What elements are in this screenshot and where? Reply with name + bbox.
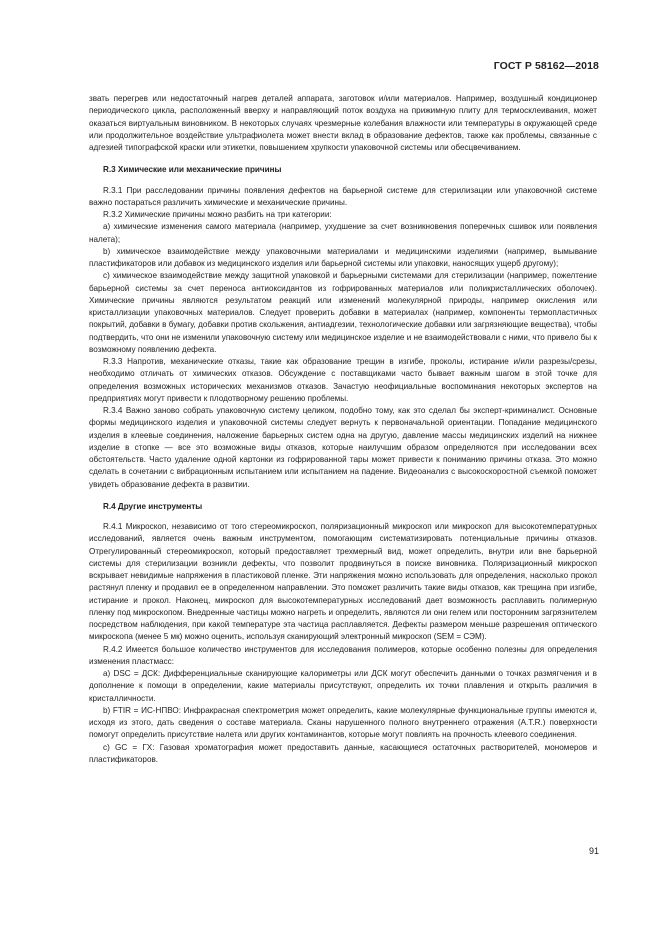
paragraph-r3-4: R.3.4 Важно заново собрать упаковочную систему целиком, подобно тому, как это сделал бы эксперт-криминалист. Основные формы медицинского изделия и упаковочной системы следует вернуть к первоначальной ориентации. Попадание медицинского изделия в клеевые соединения, наложение барьерных систем одна на другую, давление массы медицинских изделий на нижнее изделие в стопке — все это возможные виды отказов, которые наилучшим образом определяются при исследовании всех обстоятельств. Часто удаление одной картонки из гофрированной тары может привести к пониманию причины отказа. Это можно сделать в сочетании с вибрационным испытанием или испытанием на падение. Видеоанализ с высокоскоростной съемкой поможет увидеть образование дефекта в развитии. (89, 406, 597, 489)
paragraph-r3-3: R.3.3 Напротив, механические отказы, такие как образование трещин в изгибе, проколы, истирание и/или разрезы/срезы, необходимо отличать от химических отказов. Обсуждение с поставщиками часто бывает важным шагом в этой точке для определения возможных исторических механизмов отказов. Зачастую неофициальные воспоминания некоторых экспертов на предприятиях могут привести к плодотворному решению проблемы. (89, 357, 597, 403)
paragraph-r4-1: R.4.1 Микроскоп, независимо от того стереомикроскоп, поляризационный микроскоп или микроскоп для высокотемпературных исследований, является очень важным инструментом, помогающим систематизировать потенциальные причины отказов. Отрегулированный стереомикроскоп, который предоставляет трехмерный вид, может определить, внутри или вне барьерной системы для стерилизации возникли дефекты, что позволит продвинуться в поиске виновника. Поляризационный микроскоп вскрывает невидимые напряжения в пластиковой пленке. Эти напряжения можно использовать для определения, насколько прокол растянул пленку и продавил ее в определенном направлении. Это поможет различить такие виды отказов, как трещина при изгибе, истирание и прокол. Наконец, микроскоп для высокотемпературных исследований дает возможность расплавить полимерную пленку под микроскопом. Внедренные частицы можно нагреть и определить, являются ли они гелем или посторонним загрязнителем посредством наблюдения, при какой температуре эта частица расплавляется. Дефекты размером меньше разрешения оптического микроскопа (менее 5 мк) можно оценить, используя сканирующий электронный микроскоп (SEM = СЭМ). (89, 522, 597, 642)
list-item-r4-2-c: c) GC = ГХ: Газовая хроматография может предоставить данные, касающиеся остаточных растворителей, мономеров и пластификаторов. (89, 742, 597, 764)
list-item-r3-2-c: c) химическое взаимодействие между защитной упаковкой и барьерными системами для стерилизации (например, пожелтение барьерной системы за счет переноса антиоксидантов из гофрированных материалов или поликристаллических оболочек). Химические причины являются результатом реакций или изменений молекулярной природы, например окисления или кристаллизации упаковочных материалов. Следует проверить добавки в материалах (например, компоненты термопластичных покрытий, добавки в бумагу, добавки против скольжения, антиадгезии, технологические добавки или загрязняющие вещества), чтобы подтвердить, что они не изменили упаковочную систему или медицинское изделие и не взаимодействовали с ними, что привело бы к возможному появлению дефекта. (89, 271, 597, 354)
section-heading-r3: R.3 Химические или механические причины (103, 165, 282, 175)
list-item-r4-2-a: a) DSC = ДСК: Дифференциальные сканирующие калориметры или ДСК могут обеспечить данными о точках размягчения и в дополнение к помощи в определении, какие материалы присутствуют, определить их точки плавления и открыть различия в кристалличности. (89, 669, 597, 703)
paragraph-r4-2: R.4.2 Имеется большое количество инструментов для исследования полимеров, которые особенно полезны для определения изменения пластмасс: (89, 644, 597, 666)
paragraph-intro: звать перегрев или недостаточный нагрев деталей аппарата, заготовок и/или материалов. Например, воздушный кондиционер периодического цикла, расположенный вверху и направляющий поток воздуха на прижимную плиту для термосклеивания, может оказаться виртуальным виновником. В некоторых случаях чрезмерные колебания влажности или температуры в окружающей среде или продолжительное воздействие ультрафиолета может внести вклад в образование дефектов, также как проблемы, связанные с адгезией типографской краски или этикетки, повышением хрупкости упаковочной системы или обесцвечиванием. (89, 94, 597, 152)
page-number: 91 (588, 846, 599, 856)
list-item-r3-2-a: a) химические изменения самого материала (например, ухудшение за счет возникновения поперечных сшивок или появления налета); (89, 222, 597, 244)
list-item-r4-2-b: b) FTIR = ИС-НПВО: Инфракрасная спектрометрия может определить, какие молекулярные функциональные группы имеются и, исходя из этого, дать сведения о составе материала. Сканы нарушенного полного внутреннего отражения (A.T.R.) поверхности помогут определить присутствие налета или других контаминантов, которые могут повлиять на прочность клеевого соединения. (89, 705, 597, 740)
paragraph-r3-1: R.3.1 При расследовании причины появления дефектов на барьерной системе для стерилизации или упаковочной системе важно постараться различить химические и механические причины. (89, 185, 597, 207)
document-body (89, 93, 597, 766)
paragraph-r3-2: R.3.2 Химические причины можно разбить на три категории: (103, 210, 332, 219)
section-heading-r4: R.4 Другие инструменты (103, 501, 203, 511)
standard-header: ГОСТ Р 58162—2018 (493, 60, 599, 72)
list-item-r3-2-b: b) химическое взаимодействие между упаковочными материалами и медицинскими изделиями (например, вымывание пластификаторов или добавок из медицинского изделия или барьерной системы или упаковки, наносящих ущерб другому); (89, 246, 597, 268)
